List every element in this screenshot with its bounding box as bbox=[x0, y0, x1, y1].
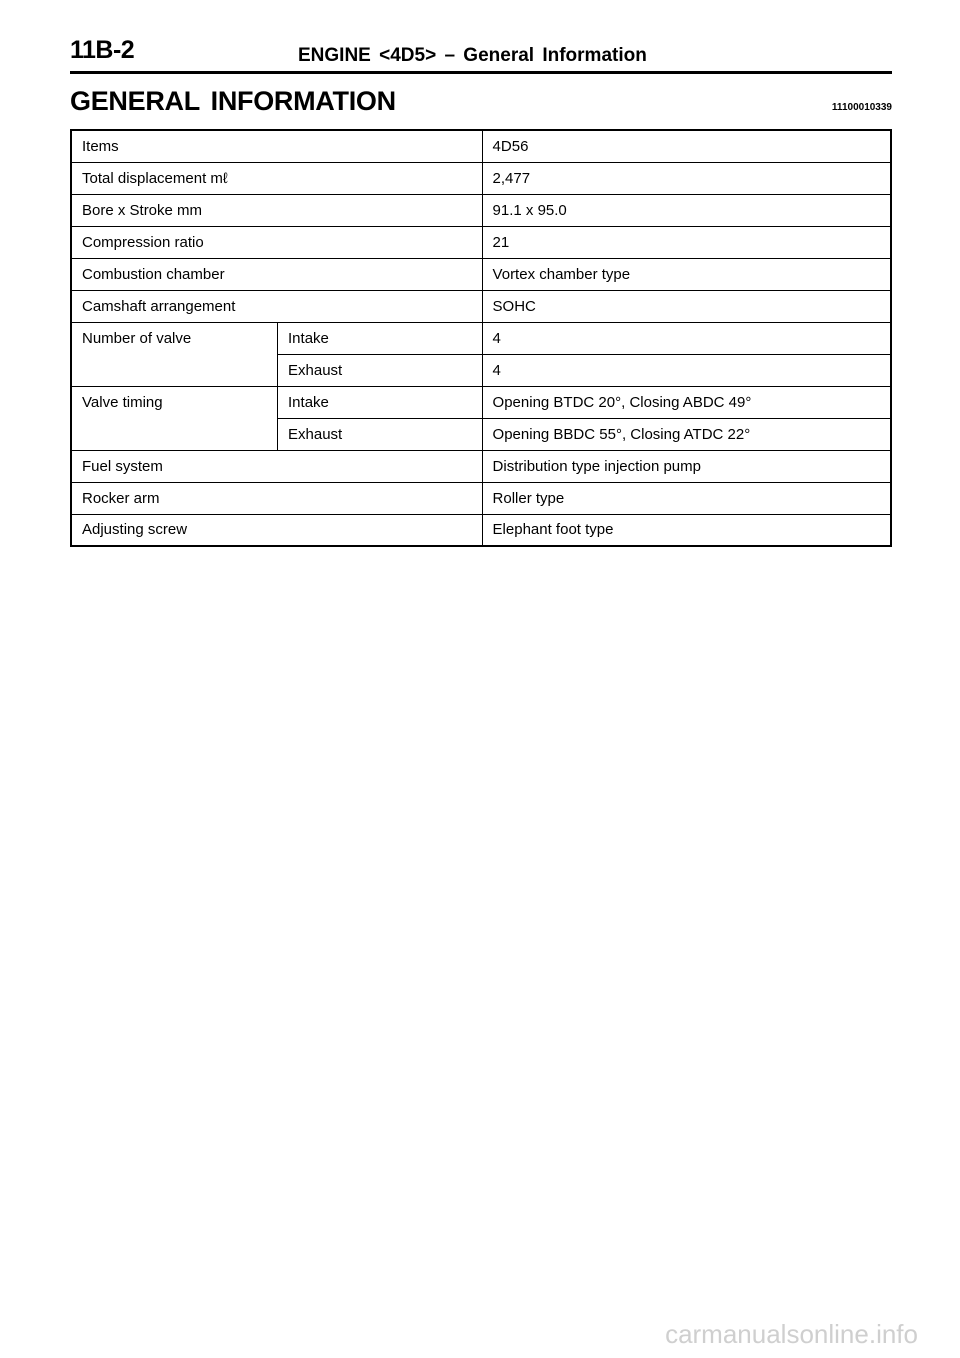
header-rule bbox=[70, 71, 892, 74]
row-label: Adjusting screw bbox=[71, 514, 482, 546]
row-label: Total displacement mℓ bbox=[71, 162, 482, 194]
table-row bbox=[71, 514, 891, 546]
row-sublabel: Exhaust bbox=[278, 418, 483, 450]
row-value: Roller type bbox=[482, 482, 891, 514]
table-row bbox=[71, 482, 891, 514]
table-row bbox=[71, 290, 891, 322]
table-row bbox=[71, 162, 891, 194]
table-row bbox=[71, 450, 891, 482]
watermark: carmanualsonline.info bbox=[665, 1319, 918, 1349]
row-value: 2,477 bbox=[482, 162, 891, 194]
row-sublabel: Intake bbox=[278, 386, 483, 418]
row-sublabel: Intake bbox=[278, 322, 483, 354]
row-value: Opening BTDC 20°, Closing ABDC 49° bbox=[482, 386, 891, 418]
row-label: Combustion chamber bbox=[71, 258, 482, 290]
row-value: Distribution type injection pump bbox=[482, 450, 891, 482]
row-value: 4 bbox=[482, 354, 891, 386]
section-title: GENERAL INFORMATION bbox=[70, 86, 396, 116]
row-label: Camshaft arrangement bbox=[71, 290, 482, 322]
row-value: 21 bbox=[482, 226, 891, 258]
row-value: Elephant foot type bbox=[482, 514, 891, 546]
table-header-items: Items bbox=[71, 130, 482, 162]
row-value: SOHC bbox=[482, 290, 891, 322]
table-row bbox=[71, 258, 891, 290]
row-value: 91.1 x 95.0 bbox=[482, 194, 891, 226]
row-sublabel: Exhaust bbox=[278, 354, 483, 386]
row-label: Bore x Stroke mm bbox=[71, 194, 482, 226]
section-code: 11100010339 bbox=[831, 102, 892, 113]
table-row bbox=[71, 226, 891, 258]
table-row bbox=[71, 322, 891, 354]
page-number: 11B-2 bbox=[70, 36, 135, 64]
table-row bbox=[71, 194, 891, 226]
table-row bbox=[71, 386, 891, 418]
spec-table bbox=[70, 129, 892, 547]
row-label: Valve timing bbox=[71, 386, 278, 450]
running-title: ENGINE <4D5> – General Information bbox=[298, 45, 647, 66]
row-label: Compression ratio bbox=[71, 226, 482, 258]
table-header-model: 4D56 bbox=[482, 130, 891, 162]
row-value: 4 bbox=[482, 322, 891, 354]
row-label: Number of valve bbox=[71, 322, 278, 386]
row-value: Opening BBDC 55°, Closing ATDC 22° bbox=[482, 418, 891, 450]
table-row bbox=[71, 130, 891, 162]
row-label: Rocker arm bbox=[71, 482, 482, 514]
row-label: Fuel system bbox=[71, 450, 482, 482]
row-value: Vortex chamber type bbox=[482, 258, 891, 290]
